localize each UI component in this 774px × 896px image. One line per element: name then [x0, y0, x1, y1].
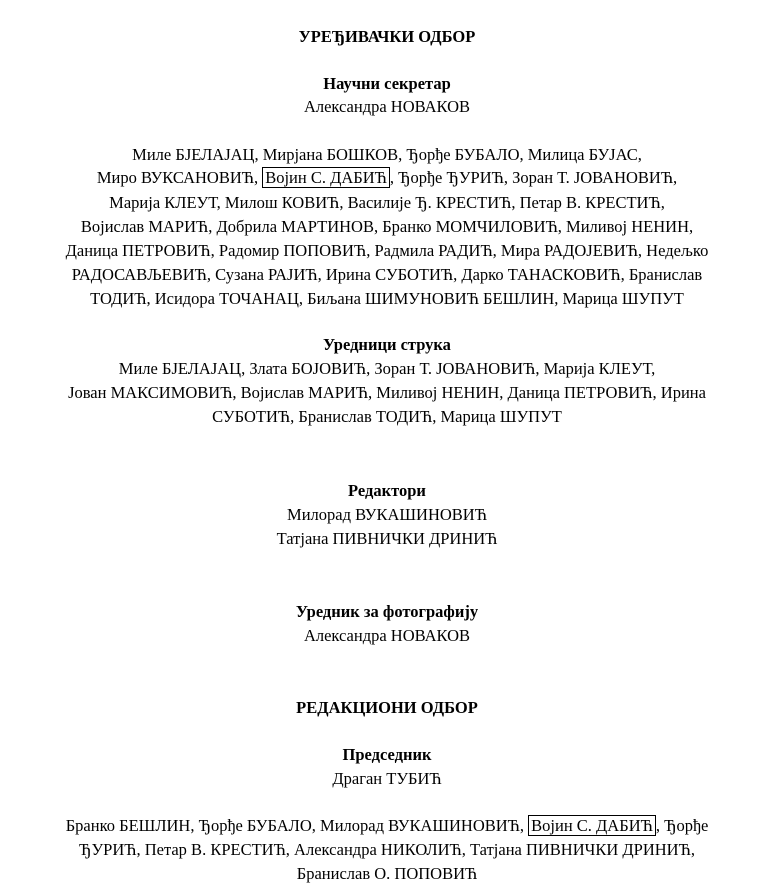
scientific-secretary-name: Александра НОВАКОВ	[303, 97, 471, 116]
council-members-text: , Ђорђе	[655, 816, 709, 835]
scientific-secretary-heading: Научни секретар	[323, 74, 451, 93]
highlighted-name-box: Војин С. ДАБИЋ	[528, 815, 656, 836]
field-editors-line: Миле БЈЕЛАЈАЦ, Злата БОЈОВИЋ, Зоран Т. ЈОВАНОВИЋ, Марија КЛЕУТ,	[118, 359, 656, 378]
board-members-line: Војислав МАРИЋ, Добрила МАРТИНОВ, Бранко МОМЧИЛОВИЋ, Миливој НЕНИН,	[80, 217, 694, 236]
photo-editor-heading: Уредник за фотографију	[295, 602, 479, 621]
board-members-line: Миле БЈЕЛАЈАЦ, Мирјана БОШКОВ, Ђорђе БУБАЛО, Милица БУЈАС,	[132, 145, 642, 164]
board-members-line: Марија КЛЕУТ, Милош КОВИЋ, Василије Ђ. КРЕСТИЋ, Петар В. КРЕСТИЋ,	[109, 193, 665, 212]
board-members-line	[0, 168, 774, 188]
highlighted-name-box: Војин С. ДАБИЋ	[262, 167, 390, 188]
photo-editor-name: Александра НОВАКОВ	[303, 626, 471, 645]
editorial-council-title: РЕДАКЦИОНИ ОДБОР	[296, 698, 478, 717]
field-editors-heading: Уредници струка	[323, 335, 451, 354]
copy-editors-heading: Редактори	[348, 481, 426, 500]
council-members-line: ЂУРИЋ, Петар В. КРЕСТИЋ, Александра НИКОЛИЋ, Татјана ПИВНИЧКИ ДРИНИЋ,	[79, 840, 695, 859]
council-members-line: Бранислав О. ПОПОВИЋ	[296, 864, 478, 883]
president-name: Драган ТУБИЋ	[332, 769, 442, 788]
board-members-line: ТОДИЋ, Исидора ТОЧАНАЦ, Биљана ШИМУНОВИЋ БЕШЛИН, Марица ШУПУТ	[90, 289, 684, 308]
board-members-line: Даница ПЕТРОВИЋ, Радомир ПОПОВИЋ, Радмила РАДИЋ, Мира РАДОЈЕВИЋ, Недељко	[65, 241, 709, 260]
field-editors-line: СУБОТИЋ, Бранислав ТОДИЋ, Марица ШУПУТ	[212, 407, 562, 426]
copy-editor-name: Татјана ПИВНИЧКИ ДРИНИЋ	[276, 529, 498, 548]
editorial-board-title: УРЕЂИВАЧКИ ОДБОР	[298, 27, 476, 46]
board-members-text: , Ђорђе ЂУРИЋ, Зоран Т. ЈОВАНОВИЋ,	[389, 168, 678, 187]
field-editors-line: Јован МАКСИМОВИЋ, Војислав МАРИЋ, Миливој НЕНИН, Даница ПЕТРОВИЋ, Ирина	[68, 383, 706, 402]
copy-editor-name: Милорад ВУКАШИНОВИЋ	[287, 505, 487, 524]
board-members-line: РАДОСАВЉЕВИЋ, Сузана РАЈИЋ, Ирина СУБОТИЋ, Дарко ТАНАСКОВИЋ, Бранислав	[71, 265, 703, 284]
council-members-line	[0, 816, 774, 836]
council-members-text: Бранко БЕШЛИН, Ђорђе БУБАЛО, Милорад ВУКАШИНОВИЋ,	[65, 816, 529, 835]
board-members-text: Миро ВУКСАНОВИЋ,	[96, 168, 263, 187]
president-heading: Председник	[342, 745, 432, 764]
